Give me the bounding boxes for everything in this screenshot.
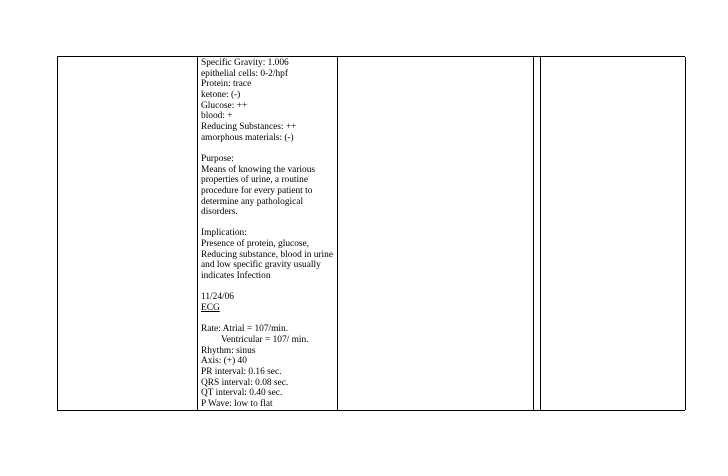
ecg-rate-ventricular: Ventricular = 107/ min.	[221, 335, 309, 345]
table-column-3	[338, 57, 534, 410]
purpose-text: properties of urine, a routine	[201, 175, 308, 186]
ecg-finding: PR interval: 0.16 sec.	[201, 366, 282, 377]
urinalysis-result: amorphous materials: (-)	[201, 132, 294, 143]
ecg-finding: Axis: (+) 40	[201, 356, 247, 367]
purpose-text: determine any pathological	[201, 196, 304, 207]
ecg-date: 11/24/06	[201, 292, 234, 303]
urinalysis-result: Specific Gravity: 1.006	[201, 58, 289, 68]
lab-results-table	[57, 56, 685, 411]
ecg-finding: QT interval: 0.40 sec.	[201, 388, 283, 399]
urinalysis-result: Protein: trace	[201, 79, 252, 90]
implication-text: indicates Infection	[201, 271, 271, 282]
table-column-1	[58, 57, 198, 410]
spacer	[201, 218, 337, 229]
ecg-finding: QRS interval: 0.08 sec.	[201, 377, 289, 388]
implication-text: and low specific gravity usually	[201, 260, 321, 271]
spacer	[201, 314, 337, 325]
purpose-heading: Purpose:	[201, 153, 234, 164]
urinalysis-result: epithelial cells: 0-2/hpf	[201, 68, 288, 79]
spacer	[201, 143, 337, 154]
purpose-text: disorders.	[201, 207, 238, 218]
urinalysis-result: Glucose: ++	[201, 100, 248, 111]
table-column-4	[534, 57, 541, 410]
ecg-finding: P Wave: low to flat	[201, 398, 273, 409]
purpose-text: procedure for every patient to	[201, 185, 313, 196]
implication-heading: Implication:	[201, 228, 247, 239]
implication-text: Presence of protein, glucose,	[201, 239, 310, 250]
implication-text: Reducing substance, blood in urine	[201, 249, 334, 260]
urinalysis-result: blood: +	[201, 111, 233, 122]
ecg-rate-atrial: Rate: Atrial = 107/min.	[201, 324, 289, 335]
urinalysis-result: ketone: (-)	[201, 89, 241, 100]
results-cell	[201, 58, 337, 410]
urinalysis-result: Reducing Substances: ++	[201, 121, 297, 132]
ecg-finding: Rhythm: sinus	[201, 345, 256, 356]
ecg-title: ECG	[201, 303, 220, 314]
purpose-text: Means of knowing the various	[201, 164, 316, 175]
table-column-results	[198, 57, 338, 410]
spacer	[201, 282, 337, 293]
table-column-5	[541, 57, 686, 410]
